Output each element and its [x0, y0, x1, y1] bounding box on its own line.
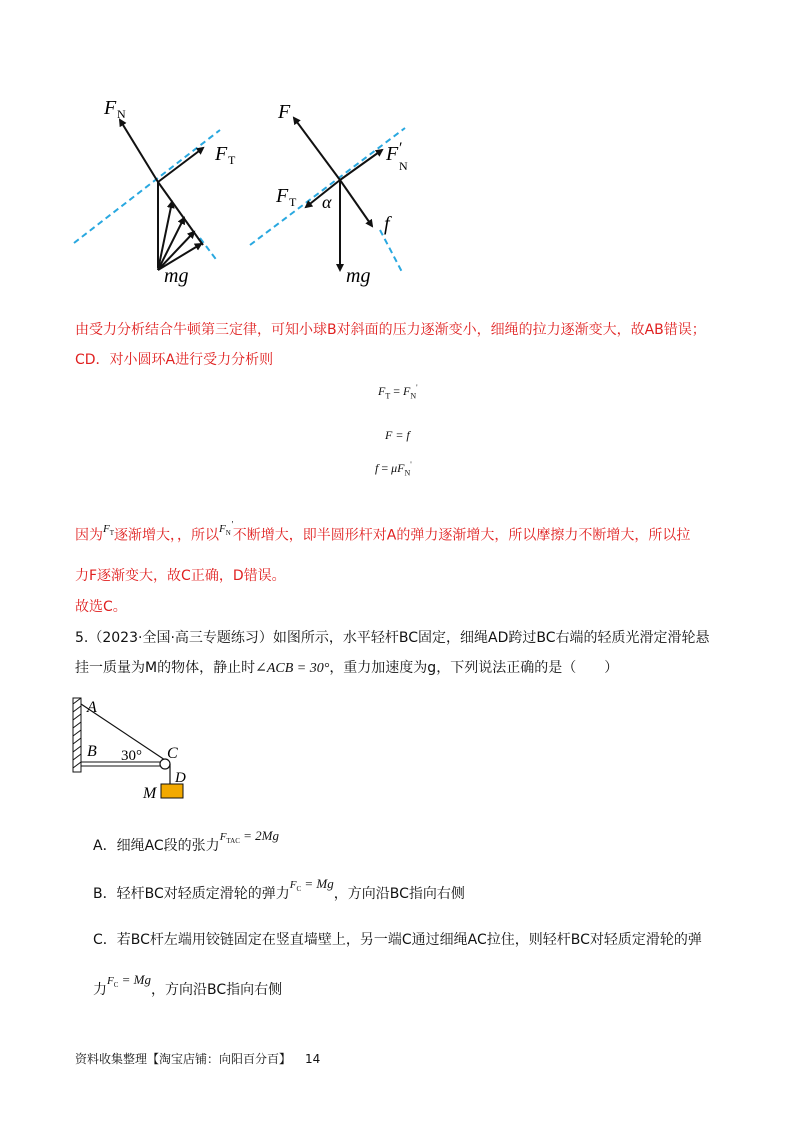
equation-f-equals-friction: F = f: [385, 428, 410, 442]
force-f-friction-arrow: [340, 180, 372, 226]
force-f-arrow: [294, 118, 340, 180]
footer: [75, 1050, 320, 1067]
page-number: 14: [305, 1052, 321, 1066]
footer-text: 资料收集整理【淘宝店铺：向阳百分百】: [75, 1052, 292, 1066]
option-c-line-2[interactable]: 力$^{F_C = Mg}$，方向沿BC指向右侧: [93, 972, 283, 998]
force-ft-arrow: [158, 148, 203, 182]
incline-dashed-line-2: [200, 238, 218, 262]
analysis-line-2: CD．对小圆环A进行受力分析则: [75, 352, 274, 368]
equation-ft-fn: $F_T = F_N'$: [378, 383, 418, 401]
question-5-line-2: 挂一质量为M的物体，静止时∠ACB = 30°，重力加速度为g，下列说法正确的是（ ）: [75, 660, 619, 676]
label-mg: mg: [346, 265, 371, 287]
label-mg: mg: [164, 265, 189, 287]
force-fn-prime-arrow: [340, 150, 382, 180]
label-friction: f: [384, 213, 390, 235]
label-ft: F: [276, 185, 289, 207]
ring-dashed-line-2: [380, 230, 402, 272]
label-d: D: [175, 770, 186, 786]
label-m: M: [143, 785, 157, 802]
label-alpha: α: [322, 192, 332, 212]
label-f: F: [278, 101, 291, 123]
force-diagram-ball-b: [60, 90, 240, 290]
analysis-line-4: 力F逐渐变大，故C正确，D错误。: [75, 568, 286, 584]
analysis-line-1: 由受力分析结合牛顿第三定律，可知小球B对斜面的压力逐渐变小，细绳的拉力逐渐变大，故AB错误；: [75, 322, 706, 338]
label-fn-prime-sub: N: [399, 159, 408, 173]
force-fn-arrow: [120, 120, 158, 182]
label-fn-prime: F: [386, 143, 399, 165]
mass-block: [161, 784, 183, 798]
analysis-line-5: 故选C。: [75, 599, 127, 615]
incline-dashed-line: [74, 130, 220, 243]
ring-dashed-line: [250, 128, 405, 245]
label-ft-sub: T: [228, 153, 236, 167]
label-b: B: [87, 743, 97, 760]
question-5-figure: [65, 692, 205, 807]
option-a[interactable]: A．细绳AC段的张力$^{F_{TAC} = 2Mg}$: [93, 828, 279, 854]
label-angle: 30°: [121, 748, 142, 764]
label-ft: F: [215, 143, 228, 165]
question-5-line-1: 5.（2023·全国·高三专题练习）如图所示，水平轻杆BC固定，细绳AD跨过BC右端的轻质光滑定滑轮悬: [75, 630, 710, 646]
force-diagram-ring-a: [240, 90, 420, 290]
vector-arrow-1: [158, 202, 172, 270]
label-ft-sub: T: [289, 195, 297, 209]
wall-hatching: [73, 698, 81, 768]
option-c-line-1[interactable]: C．若BC杆左端用铰链固定在竖直墙壁上，另一端C通过细绳AC拉住，则轻杆BC对轻质定滑轮的弹: [93, 932, 702, 948]
label-fn-sub: N: [117, 107, 126, 121]
label-c: C: [167, 745, 178, 762]
label-fn-prime-mark: ′: [399, 140, 403, 157]
analysis-line-3: 因为$^{F_T}$逐渐增大，，所以$^{F_N'}$不断增大，即半圆形杆对A的弹力逐渐增大，所以摩擦力不断增大，所以拉: [75, 519, 691, 544]
equation-friction: $f = \mu F_N'$: [375, 460, 412, 478]
label-fn: F: [104, 97, 117, 119]
option-b[interactable]: B．轻杆BC对轻质定滑轮的弹力$^{F_C = Mg}$，方向沿BC指向右侧: [93, 876, 465, 902]
label-a: A: [87, 699, 97, 716]
